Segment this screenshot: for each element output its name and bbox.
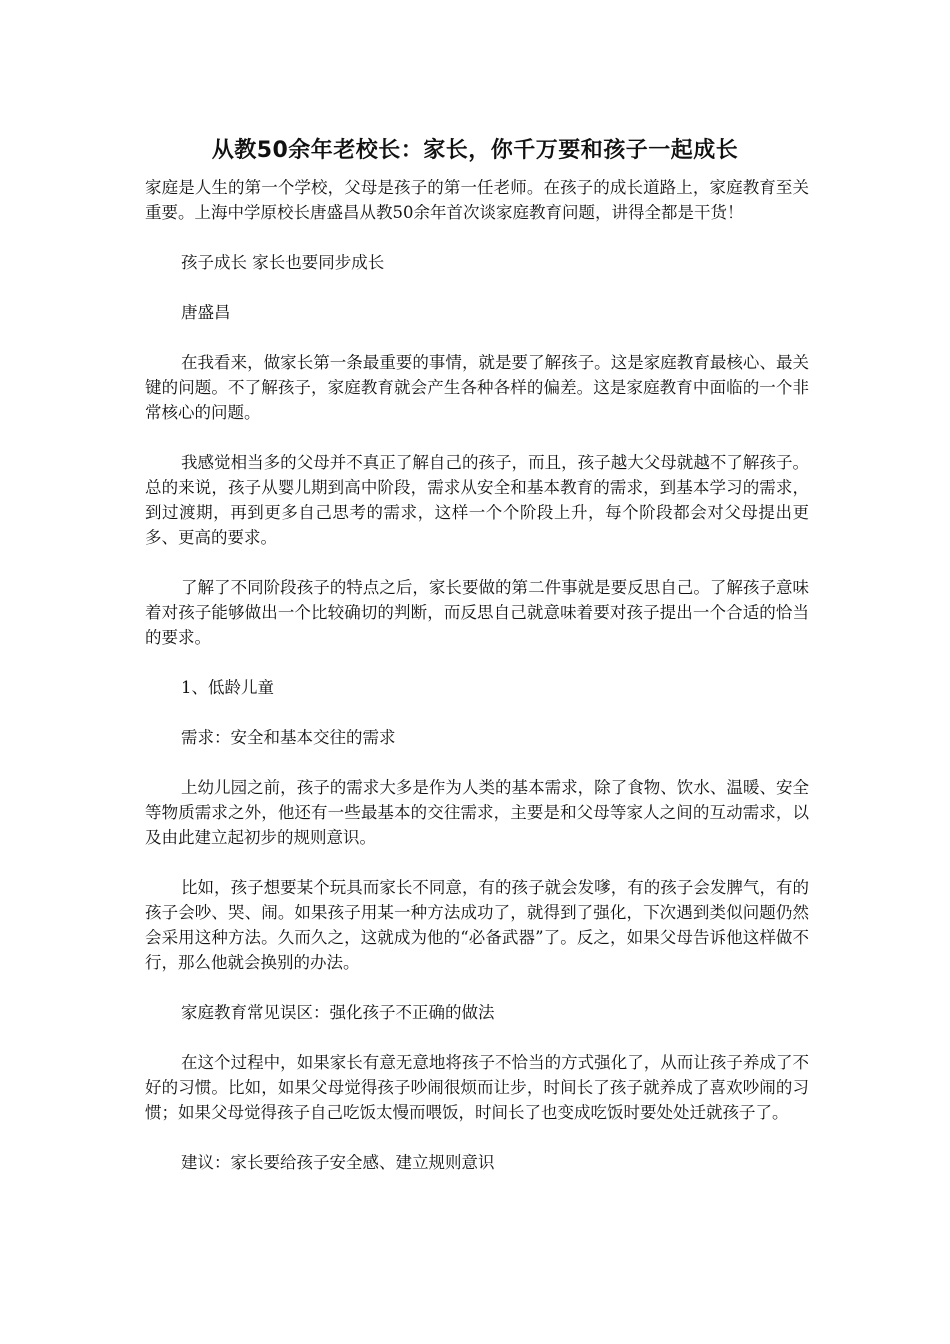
- section-heading: 孩子成长 家长也要同步成长: [181, 253, 385, 272]
- subheading-advice: 建议：家长要给孩子安全感、建立规则意识: [181, 1153, 495, 1172]
- author-name: 唐盛昌: [181, 303, 231, 322]
- page-title: 从教50余年老校长：家长，你千万要和孩子一起成长: [211, 138, 739, 163]
- paragraph: 我感觉相当多的父母并不真正了解自己的孩子，而且，孩子越大父母就越不了解孩子。总的来说，孩子从婴儿期到高中阶段，需求从安全和基本教育的需求，到基本学习的需求，到过渡期，再到更多自己思考的需求，这样一个个阶段上升，每个阶段都会对父母提出更多、更高的要求。: [145, 453, 809, 547]
- article-body: [145, 175, 809, 1200]
- subheading-misconception: 家庭教育常见误区：强化孩子不正确的做法: [181, 1003, 495, 1022]
- paragraph: 在我看来，做家长第一条最重要的事情，就是要了解孩子。这是家庭教育最核心、最关键的问题。不了解孩子，家庭教育就会产生各种各样的偏差。这是家庭教育中面临的一个非常核心的问题。: [145, 353, 809, 422]
- paragraph: 在这个过程中，如果家长有意无意地将孩子不恰当的方式强化了，从而让孩子养成了不好的习惯。比如，如果父母觉得孩子吵闹很烦而让步，时间长了孩子就养成了喜欢吵闹的习惯；如果父母觉得孩子自己吃饭太慢而喂饭，时间长了也变成吃饭时要处处迁就孩子了。: [145, 1053, 809, 1122]
- paragraph: 了解了不同阶段孩子的特点之后，家长要做的第二件事就是要反思自己。了解孩子意味着对孩子能够做出一个比较确切的判断，而反思自己就意味着要对孩子提出一个合适的恰当的要求。: [145, 578, 809, 647]
- paragraph: 上幼儿园之前，孩子的需求大多是作为人类的基本需求，除了食物、饮水、温暖、安全等物质需求之外，他还有一些最基本的交往需求，主要是和父母等家人之间的互动需求，以及由此建立起初步的规则意识。: [145, 778, 809, 847]
- subheading-needs: 需求：安全和基本交往的需求: [181, 728, 396, 747]
- paragraph-intro: 家庭是人生的第一个学校，父母是孩子的第一任老师。在孩子的成长道路上，家庭教育至关重要。上海中学原校长唐盛昌从教50余年首次谈家庭教育问题，讲得全都是干货！: [145, 178, 809, 222]
- subheading-age-group: 1、低龄儿童: [181, 678, 274, 697]
- paragraph: 比如，孩子想要某个玩具而家长不同意，有的孩子就会发嗲，有的孩子会发脾气，有的孩子会吵、哭、闹。如果孩子用某一种方法成功了，就得到了强化，下次遇到类似问题仍然会采用这种方法。久而久之，这就成为他的“必备武器”了。反之，如果父母告诉他这样做不行，那么他就会换别的办法。: [145, 878, 809, 972]
